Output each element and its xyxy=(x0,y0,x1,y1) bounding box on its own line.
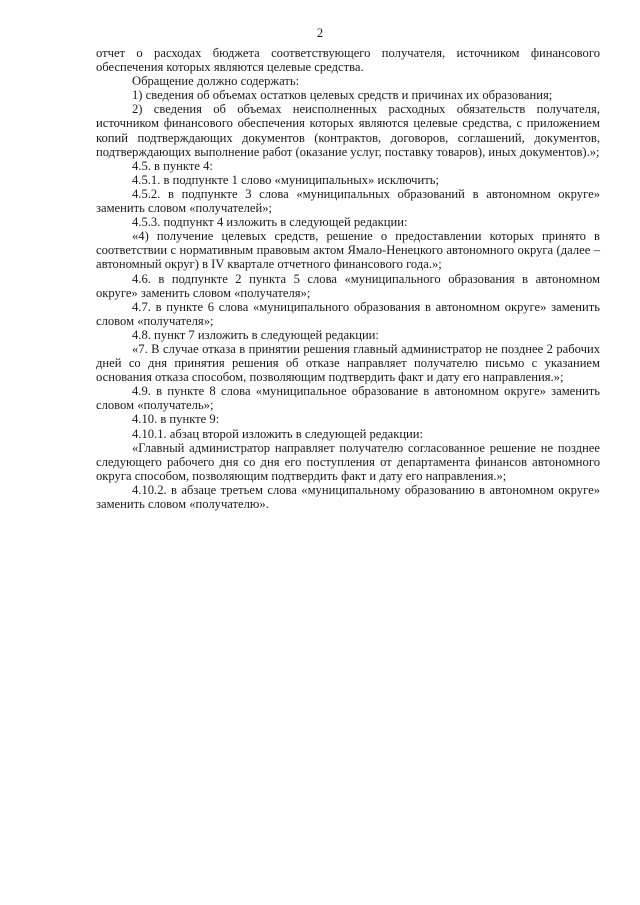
paragraph: 2) сведения об объемах неисполненных расходных обязательств получателя, источником финансового обеспечения которых являются целевые средства, с приложением копий подтверждающих документов (контрактов, договоров, соглашений, документов, подтверждающих выполнение работ (оказание услуг, поставку товаров), иных документов).»; xyxy=(96,102,600,159)
paragraph: «4) получение целевых средств, решение о предоставлении которых принято в соответствии с нормативным правовым актом Ямало-Ненецкого автономного округа (далее – автономный округ) в IV квартале отчетного финансового года.»; xyxy=(96,229,600,272)
paragraph: «7. В случае отказа в принятии решения главный администратор не позднее 2 рабочих дней со дня принятия решения об отказе направляет получателю письмо с указанием основания отказа способом, позволяющим подтвердить факт и дату его направления.»; xyxy=(96,341,600,385)
paragraph: 4.7. в пункте 6 слова «муниципального образования в автономном округе» заменить словом «получателя»; xyxy=(96,299,600,328)
paragraph: 4.5.2. в подпункте 3 слова «муниципальных образований в автономном округе» заменить словом «получателей»; xyxy=(96,186,600,216)
paragraph: 1) сведения об объемах остатков целевых средств и причинах их образования; xyxy=(132,88,553,103)
paragraph: 4.10.2. в абзаце третьем слова «муниципальному образованию в автономном округе» заменить словом «получателю». xyxy=(96,482,600,511)
paragraph: 4.10.1. абзац второй изложить в следующей редакции: xyxy=(132,426,424,441)
document-body xyxy=(96,46,600,511)
paragraph: 4.6. в подпункте 2 пункта 5 слова «муниципального образования в автономном округе» заменить словом «получателя»; xyxy=(96,271,600,300)
paragraph: отчет о расходах бюджета соответствующего получателя, источником финансового обеспечения которых являются целевые средства. xyxy=(96,46,600,75)
paragraph: 4.5.3. подпункт 4 изложить в следующей редакции: xyxy=(132,215,408,230)
paragraph: Обращение должно содержать: xyxy=(132,74,300,89)
paragraph: 4.10. в пункте 9: xyxy=(132,412,220,427)
paragraph: 4.5.1. в подпункте 1 слово «муниципальных» исключить; xyxy=(132,172,439,187)
paragraph: 4.8. пункт 7 изложить в следующей редакции: xyxy=(132,327,379,342)
paragraph: «Главный администратор направляет получателю согласованное решение не позднее следующего рабочего дня со дня его поступления от департамента финансов автономного округа способом, позволяющим подтвердить факт и дату его направления.»; xyxy=(96,440,600,483)
paragraph: 4.5. в пункте 4: xyxy=(132,158,213,173)
paragraph: 4.9. в пункте 8 слова «муниципальное образование в автономном округе» заменить словом «получатель»; xyxy=(96,384,600,413)
page-number: 2 xyxy=(316,26,324,40)
